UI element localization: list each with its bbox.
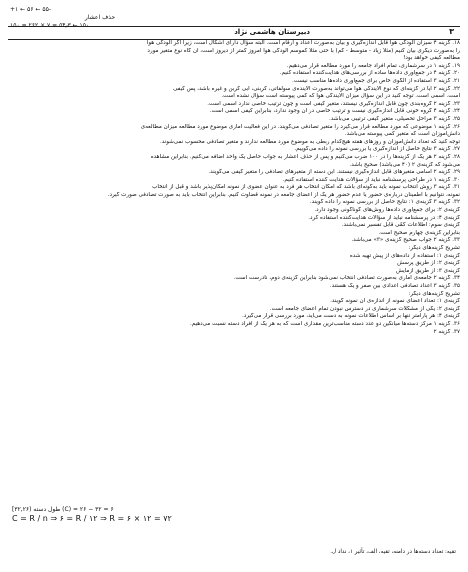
- answer-line: ۲۱. گزینه ۳ استفاده از الگوی خاص برای جمع‌آوری داده‌ها مناسب نیست.: [292, 77, 460, 84]
- answer-line: گزینه‌ی ۴: در پرسشنامه نباید از سؤالات هدایت‌کننده استفاده کرد.: [308, 214, 460, 221]
- answer-line: ۳۳. گزینه ۲ جواب صحیح گزینه‌ی «۳» می‌باشد.: [351, 237, 460, 244]
- answer-line: ۲۴. گزینه ۴ گروه خونی قابل اندازه‌گیری نیست و ترتیب خاصی در آن وجود ندارد، بنابراین کیفی اسمی است.: [209, 108, 460, 115]
- answer-line: گزینه‌ی سوم: اطلاعات کمّی قابل تفسیر نمی‌باشند.: [341, 222, 460, 229]
- top-formula-label: حذف اعشار: [84, 14, 116, 21]
- answer-line: بنابراین گزینه‌ی چهارم صحیح است.: [378, 229, 460, 236]
- answer-line: ۲۶. گزینه ۱ موضوعی که مورد مطالعه قرار می‌گیرد را متغیر تصادفی می‌گویند. در این فعالیت آماری موضوع مورد مطالعه میزان مطالعه‌ی: [140, 123, 460, 130]
- answer-line: ۲۰. گزینه ۴ در جمع‌آوری داده‌ها ساده از بررسی‌های هدایت‌کننده استفاده کنیم.: [279, 70, 460, 77]
- class-width-formula: [12, 505, 182, 523]
- answer-line: ۳۵. گزینه ۳ اعداد تصادفی اعدادی بین صفر و یک هستند.: [329, 283, 460, 289]
- answer-line: ۲۸. گزینه ۲ هر یک از گزینه‌ها را در ۱۰۰ ضرب می‌کنیم و پس از حذف اعشار به جواب حاصل یک واحد اضافه می‌کنیم. بنابراین مشاهده: [150, 153, 460, 160]
- footer-note: تقیه: تعداد دسته‌ها در دامنه، تقیه، الف، تأثیر ۱، نداد ل.: [330, 549, 456, 555]
- answer-line: تشریح گزینه‌های دیگر:: [408, 290, 460, 297]
- formula-line1: [۳۲,۲۶) طول دسته (C) = ۲۶ − ۳۲ = ۶: [12, 506, 114, 513]
- answer-line: را به‌صورت دیگری بیان کنیم (مثلاً زیاد - متوسط - کم) با حتی مثلاً کموسم آلودگی هوا امروز کمتر از دیروز است، آن گاه نوع متغیر مورد: [147, 47, 460, 54]
- answer-line: ۱۹. گزینه ۱ در سرشماری، تمام افراد جامعه را مورد مطالعه قرار می‌دهیم.: [286, 62, 460, 69]
- answer-line: نمونه، نتوانیم با اطمینان درباره‌ی حضور یا عدم حضور هر یک از اعضای جامعه در نمونه قضاوت کنیم. بنابراین انتخاب باید به صورت تصادفی صورت گیرد.: [107, 191, 460, 198]
- answer-line: می‌شود که گزینه‌ی ۲ (۴۰ می‌باشد) صحیح باشد.: [349, 161, 460, 168]
- answer-line: ۳۲. گزینه ۳ گزینه‌ی ۱: نتایج حاصل از بررسی نمونه را داده گویند.: [309, 199, 460, 206]
- answer-line: ۲۵. گزینه ۳ مراحل تحصیلی، متغیر کیفی ترتیبی می‌باشد.: [329, 115, 460, 122]
- answer-line: گزینه‌ی ۲: یکی از مشکلات سرشماری در دسترس نبودن تمام اعضای جامعه است.: [269, 305, 460, 312]
- answer-line: گزینه‌ی ۳: از طریق آزمایش: [395, 267, 460, 274]
- answer-line: مطالعه کیفی خواهد بود!: [403, 55, 460, 62]
- answer-line: گزینه‌ی ۱: استفاده از داده‌های از پیش تهیه شده: [349, 252, 460, 259]
- answer-line: توجه کنید که تعداد دانش‌آموزان و روزهای هفته هیچ‌کدام ربطی به موضوع مورد مطالعه ندارند و متغیر تصادفی محسوب نمی‌شوند.: [159, 138, 460, 145]
- page-header: [8, 26, 460, 40]
- answer-line: ۳۱. گزینه ۳ روش انتخاب نمونه باید به‌گونه‌ای باشد که امکان انتخاب هر فرد به عنوان عضوی از نمونه امکان‌پذیر باشد و قبل از انتخاب: [152, 184, 460, 191]
- answer-line: ۳۴. گزینه ۲ جامعه‌ی آماری به‌صورت تصادفی انتخاب نمی‌شود بنابراین گزینه‌ی دوم، نادرست است.: [233, 275, 460, 282]
- formula-line2: C = R / n ⇒ ۶ = R / ۱۲ ⇒ R = ۶ × ۱۲ = ۷۲: [12, 514, 172, 523]
- answer-line: ۳۰. گزینه ۱ در طراحی پرسشنامه نباید از سؤالات هدایت کننده استفاده کنیم.: [282, 176, 460, 183]
- answer-line: ۲۳. گزینه ۲ گروه‌بندی چون قابل اندازه‌گیری نیستند، متغیر کیفی است و چون ترتیب خاصی ندارد اسمی است.: [207, 100, 460, 107]
- answer-line: دانش‌آموزان است که متغیر کمی پیوسته می‌باشد.: [344, 131, 460, 138]
- answer-line: تشریح گزینه‌های دیگر:: [408, 245, 460, 252]
- answer-line: گزینه‌ی ۴: هر پارامتر تنها بر اساس اطلاعات نمونه به دست می‌آید، مورد بررسی قرار می‌گیرد.: [242, 313, 460, 320]
- answer-line: ۲۷. گزینه ۳ نتایج حاصل از اندازه‌گیری یا بررسی نمونه را داده می‌گوییم.: [294, 146, 460, 153]
- answer-line: ۱۸. گزینه ۴ سیزان آلودگی هوا قابل اندازه‌گیری و بیان به‌صورت اعداد و ارقام است. البته سؤال دارای اشکال است، زیرا اگر آلودگی هوا: [146, 40, 460, 46]
- answer-line: ۲۹. گزینه ۲ اسامی متغیرهای قابل اندازه‌گیری نیستند. این دسته از متغیرهای تصادفی را متغیر کیفی می‌گویند.: [208, 169, 460, 176]
- top-formula-line2: ۱۵۰ = ۲۶۲ × ۷ = ۵۴٫۳ ← ۱۵۰: [10, 22, 90, 29]
- answer-line: ۲۲. گزینه ۲ آیا در گزینه‌ای که نوع آلایندگی هوا می‌تواند به‌صورت آلاینده‌ی سولفاتی، کربنی، آبی کربن و غیره باشد، پس کیفی: [173, 85, 460, 92]
- school-name: دبیرستان هاشمی نژاد: [234, 28, 310, 36]
- top-formula-line1: +۱ ← ۵۶ ← ۵۵-: [10, 6, 51, 13]
- answer-line: است. اسمی است. توجه کنید در این سؤال میزان آلایندگی هوا که کمی پیوسته است سؤال نشده است.: [221, 93, 460, 100]
- answer-line: گزینه‌ی ۲: برای جمع‌آوری داده‌ها روش‌های گوناگونی وجود دارد.: [314, 207, 460, 214]
- answer-line: ۳۷. گزینه ۲: [433, 328, 460, 335]
- answer-line: گزینه‌ی ۱: تعداد اعضای نمونه از اندازه‌ی آن نمونه گویند.: [330, 298, 460, 305]
- answer-text: [8, 40, 460, 336]
- answer-line: گزینه‌ی ۲: از طریق پرسش: [397, 260, 460, 267]
- page-number: ۳: [449, 27, 454, 36]
- answer-line: ۳۶. گزینه ۱ مرکز دسته‌ها میانگین دو عدد دسته مناسب‌ترین مقداری است که به هر یک از افراد دسته نسبت می‌دهیم.: [190, 320, 460, 327]
